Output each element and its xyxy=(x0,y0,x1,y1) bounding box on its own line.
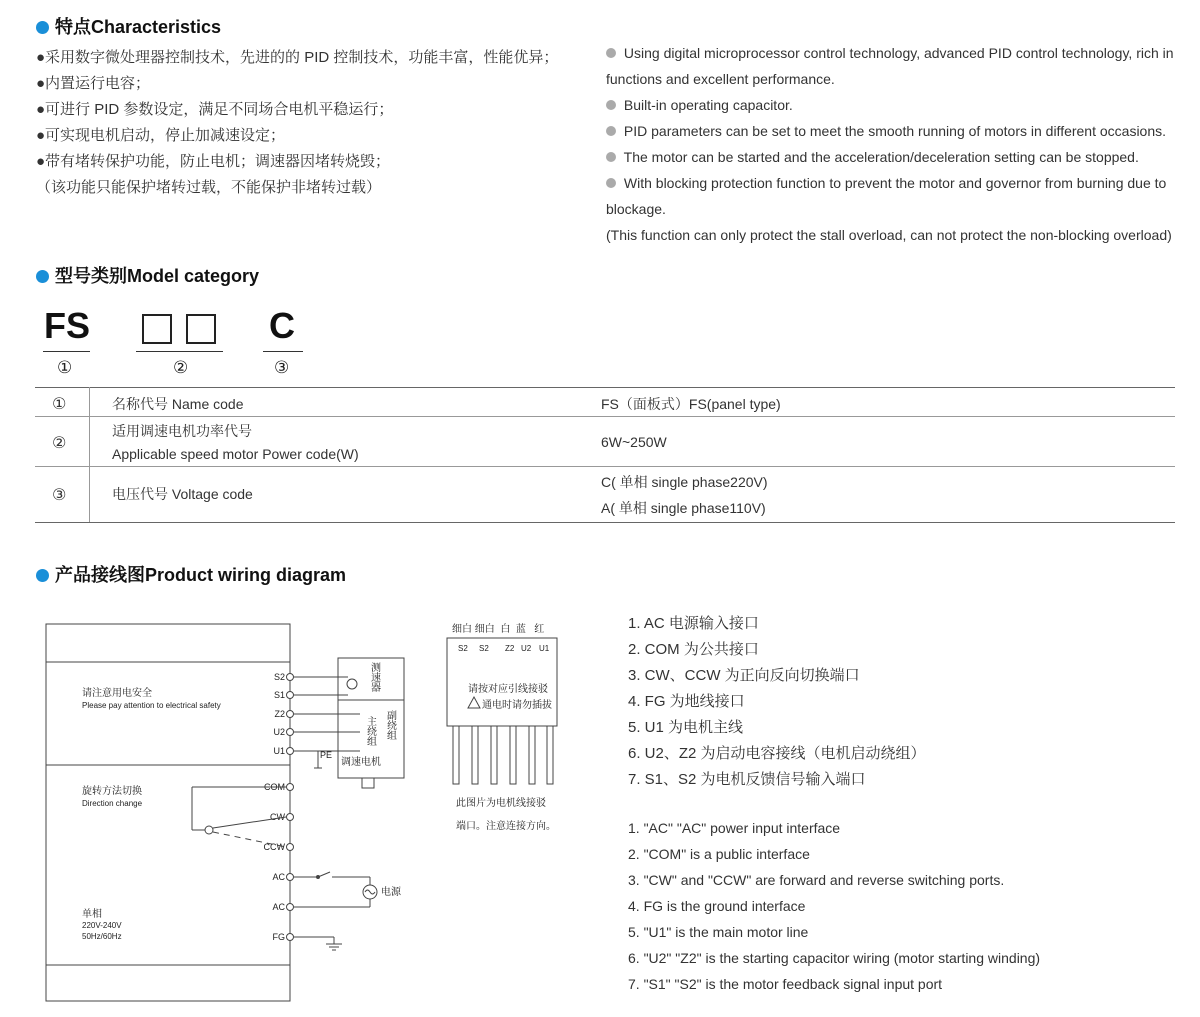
connector-pin: S2 xyxy=(479,644,489,653)
safety-en: Please pay attention to electrical safety xyxy=(82,701,221,710)
feature-cn-6: （该功能只能保护堵转过载，不能保护非堵转过载） xyxy=(36,179,382,196)
table-row-3-value: C( 单相 single phase220V) xyxy=(601,474,768,490)
wiring-list-cn-3: 3. CW、CCW 为正向反向切换端口 xyxy=(628,667,860,684)
feature-en-4: The motor can be started and the acceleration/deceleration setting can be stopped. xyxy=(606,149,1139,165)
feature-cn-2: ●内置运行电容； xyxy=(36,75,151,92)
direction-en: Direction change xyxy=(82,799,143,808)
code-num-3: ③ xyxy=(274,358,290,377)
table-row-1-num: ① xyxy=(52,396,67,413)
feature-en-1b: functions and excellent performance. xyxy=(606,71,835,87)
table-row-1-name: 名称代号 Name code xyxy=(112,396,244,412)
terminal-label: Z2 xyxy=(274,709,285,719)
governor-body xyxy=(46,624,290,1001)
feature-en-2: Built-in operating capacitor. xyxy=(606,97,793,113)
table-row-3-num: ③ xyxy=(52,487,67,504)
frequency-label: 50Hz/60Hz xyxy=(82,932,122,941)
terminal-label: AC xyxy=(272,902,285,912)
section-dot-icon xyxy=(36,270,49,283)
feature-cn-1: ●采用数字微处理器控制技术，先进的的 PID 控制技术，功能丰富，性能优异； xyxy=(36,49,559,66)
connector-pin: U1 xyxy=(539,644,550,653)
terminal-label: COM xyxy=(264,782,285,792)
main-winding-label: 主绕组 xyxy=(364,716,376,746)
table-row-2-name: 适用调速电机功率代号 xyxy=(112,423,252,439)
wiring-list-en-6: 6. "U2" "Z2" is the starting capacitor wiring (motor starting winding) xyxy=(628,950,1041,966)
connector-colors: 细白 细白 白 蓝 红 xyxy=(452,624,545,635)
code-box-1 xyxy=(142,314,172,344)
connector-pin: S2 xyxy=(458,644,468,653)
bullet-icon xyxy=(606,152,616,162)
terminal-label: FG xyxy=(272,932,285,942)
wiring-list-en-5: 5. "U1" is the main motor line xyxy=(628,924,809,940)
wiring-list-cn-2: 2. COM 为公共接口 xyxy=(628,641,759,658)
wiring-list-en-4: 4. FG is the ground interface xyxy=(628,898,806,914)
table-rule xyxy=(35,522,1175,523)
connector-note-2: 通电时请勿插拔 xyxy=(482,700,552,711)
model-code-fs: FS xyxy=(44,305,91,346)
code-underline xyxy=(43,351,90,352)
section-dot-icon xyxy=(36,569,49,582)
table-row-1-value: FS（面板式）FS(panel type) xyxy=(601,396,781,412)
characteristics-title: 特点Characteristics xyxy=(36,13,221,39)
table-divider xyxy=(89,387,90,522)
terminal-label: U2 xyxy=(273,727,285,737)
terminal-label: S1 xyxy=(273,690,285,700)
wiring-list-cn-5: 5. U1 为电机主线 xyxy=(628,719,744,736)
connector xyxy=(447,622,557,832)
table-row-3-name: 电压代号 Voltage code xyxy=(112,486,253,502)
wiring-title: 产品接线图Product wiring diagram xyxy=(36,561,346,587)
model-title: 型号类别Model category xyxy=(36,262,259,288)
bullet-icon xyxy=(606,48,616,58)
direction-cn: 旋转方法切换 xyxy=(82,786,142,797)
wiring-list-en-3: 3. "CW" and "CCW" are forward and reverse switching ports. xyxy=(628,872,1005,888)
voltage-label: 220V-240V xyxy=(82,921,122,930)
wiring-list-cn-7: 7. S1、S2 为电机反馈信号输入端口 xyxy=(628,771,866,788)
code-underline xyxy=(263,351,303,352)
connector-caption-1: 此图片为电机线接驳 xyxy=(456,798,546,809)
code-num-1: ① xyxy=(57,358,73,377)
table-rule xyxy=(35,416,1175,417)
feature-cn-3: ●可进行 PID 参数设定，满足不同场合电机平稳运行； xyxy=(36,101,394,118)
feature-en-3: PID parameters can be set to meet the smooth running of motors in different occasions. xyxy=(606,123,1166,139)
connector-pin: U2 xyxy=(521,644,532,653)
bullet-icon xyxy=(606,126,616,136)
connector-note-1: 请按对应引线接驳 xyxy=(468,684,548,695)
pe-label: PE xyxy=(320,750,333,760)
motor-label: 调速电机 xyxy=(341,757,381,768)
code-box-2 xyxy=(186,314,216,344)
terminal-label: S2 xyxy=(273,672,285,682)
connector-caption-2: 端口。注意连接方向。 xyxy=(456,821,556,832)
wiring-list-cn-4: 4. FG 为地线接口 xyxy=(628,693,745,710)
code-num-2: ② xyxy=(173,358,189,377)
section-dot-icon xyxy=(36,21,49,34)
warning-icon xyxy=(468,697,480,708)
power-label: 电源 xyxy=(381,887,401,898)
bullet-icon xyxy=(606,178,616,188)
safety-cn: 请注意用电安全 xyxy=(82,688,152,699)
table-row-2-value: 6W~250W xyxy=(601,434,667,450)
connector-pin: Z2 xyxy=(505,644,515,653)
feature-cn-5: ●带有堵转保护功能，防止电机；调速器因堵转烧毁； xyxy=(36,153,391,170)
wiring-list-en-2: 2. "COM" is a public interface xyxy=(628,846,810,862)
tacho-label: 测速器 xyxy=(368,662,380,692)
wiring-diagram xyxy=(0,600,600,1017)
bullet-icon xyxy=(606,100,616,110)
wiring-list-cn-6: 6. U2、Z2 为启动电容接线（电机启动绕组） xyxy=(628,745,926,762)
table-row-3-value-2: A( 单相 single phase110V) xyxy=(601,500,766,516)
wiring-list-en-1: 1. "AC" "AC" power input interface xyxy=(628,820,841,836)
power-input xyxy=(294,872,377,950)
table-row-2-name-en: Applicable speed motor Power code(W) xyxy=(112,446,359,462)
wiring-list-en-7: 7. "S1" "S2" is the motor feedback signal input port xyxy=(628,976,943,992)
feature-en-6: (This function can only protect the stall overload, can not protect the non-blocking overload) xyxy=(606,227,1172,243)
feature-en-1: Using digital microprocessor control technology, advanced PID control technology, rich in xyxy=(606,45,1174,61)
feature-en-5: With blocking protection function to prevent the motor and governor from burning due to xyxy=(606,175,1166,191)
model-code-c: C xyxy=(269,305,295,346)
table-row-2-num: ② xyxy=(52,435,67,452)
wiring-list-cn-1: 1. AC 电源输入接口 xyxy=(628,615,759,632)
feature-en-5b: blockage. xyxy=(606,201,666,217)
terminal-label: CCW xyxy=(263,842,285,852)
aux-winding-label: 副绕组 xyxy=(384,710,396,740)
table-rule xyxy=(35,466,1175,467)
table-rule xyxy=(35,387,1175,388)
single-phase-label: 单相 xyxy=(82,909,102,920)
terminal-label: CW xyxy=(270,812,285,822)
terminal-label: U1 xyxy=(273,746,285,756)
code-underline xyxy=(136,351,223,352)
feature-cn-4: ●可实现电机启动，停止加减速设定； xyxy=(36,127,286,144)
terminal-label: AC xyxy=(272,872,285,882)
